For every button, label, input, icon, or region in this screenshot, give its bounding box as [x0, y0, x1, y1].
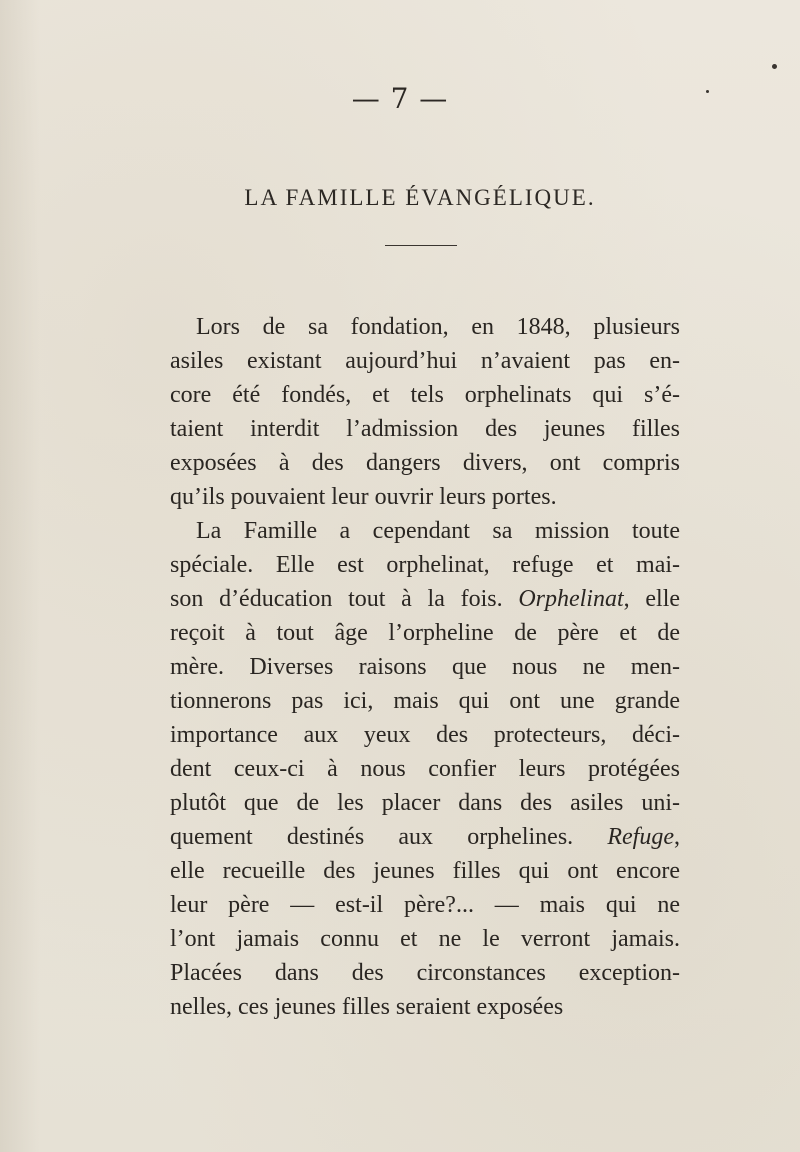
page-number: — 7 — [351, 82, 449, 115]
text-line [170, 820, 680, 854]
text-line: nelles, ces jeunes filles seraient exposées [170, 994, 564, 1020]
body-text [170, 310, 680, 1024]
text-line: Lors de sa fondation, en 1848, plusieurs [196, 314, 680, 340]
chapter-title: LA FAMILLE ÉVANGÉLIQUE. [244, 185, 596, 210]
text-line: asiles existant aujourd’hui n’avaient pas en- [170, 348, 680, 374]
text-line: leur père — est-il père?... — mais qui ne [170, 892, 680, 918]
text-line: l’ont jamais connu et ne le verront jamais. [170, 926, 680, 952]
text-run: , elle [623, 586, 681, 612]
ink-speck [772, 64, 777, 69]
text-line: qu’ils pouvaient leur ouvrir leurs portes. [170, 484, 557, 510]
text-line: plutôt que de les placer dans des asiles uni- [170, 790, 680, 816]
text-line: exposées à des dangers divers, ont compris [170, 450, 680, 476]
text-run: quement destinés aux orphelines. [170, 824, 608, 850]
text-line [170, 582, 680, 616]
text-line: mère. Diverses raisons que nous ne men- [170, 654, 680, 680]
text-line: Placées dans des circonstances exception- [170, 960, 680, 986]
text-line: dent ceux-ci à nous confier leurs protégées [170, 756, 680, 782]
text-line: elle recueille des jeunes filles qui ont encore [170, 858, 680, 884]
italic-term: Refuge [607, 824, 674, 850]
text-line: core été fondés, et tels orphelinats qui s’é- [170, 382, 680, 408]
text-line: taient interdit l’admission des jeunes filles [170, 416, 680, 442]
text-run: , [674, 824, 680, 850]
text-line: tionnerons pas ici, mais qui ont une grande [170, 688, 680, 714]
paragraph [170, 310, 680, 514]
title-divider [385, 245, 457, 246]
text-line: reçoit à tout âge l’orpheline de père et de [170, 620, 680, 646]
text-line: La Famille a cependant sa mission toute [196, 518, 680, 544]
italic-term: Orphelinat [518, 586, 624, 612]
paragraph [170, 514, 680, 1024]
text-line: importance aux yeux des protecteurs, déci- [170, 722, 680, 748]
text-run: son d’éducation tout à la fois. [170, 586, 519, 612]
text-line: spéciale. Elle est orphelinat, refuge et mai- [170, 552, 680, 578]
